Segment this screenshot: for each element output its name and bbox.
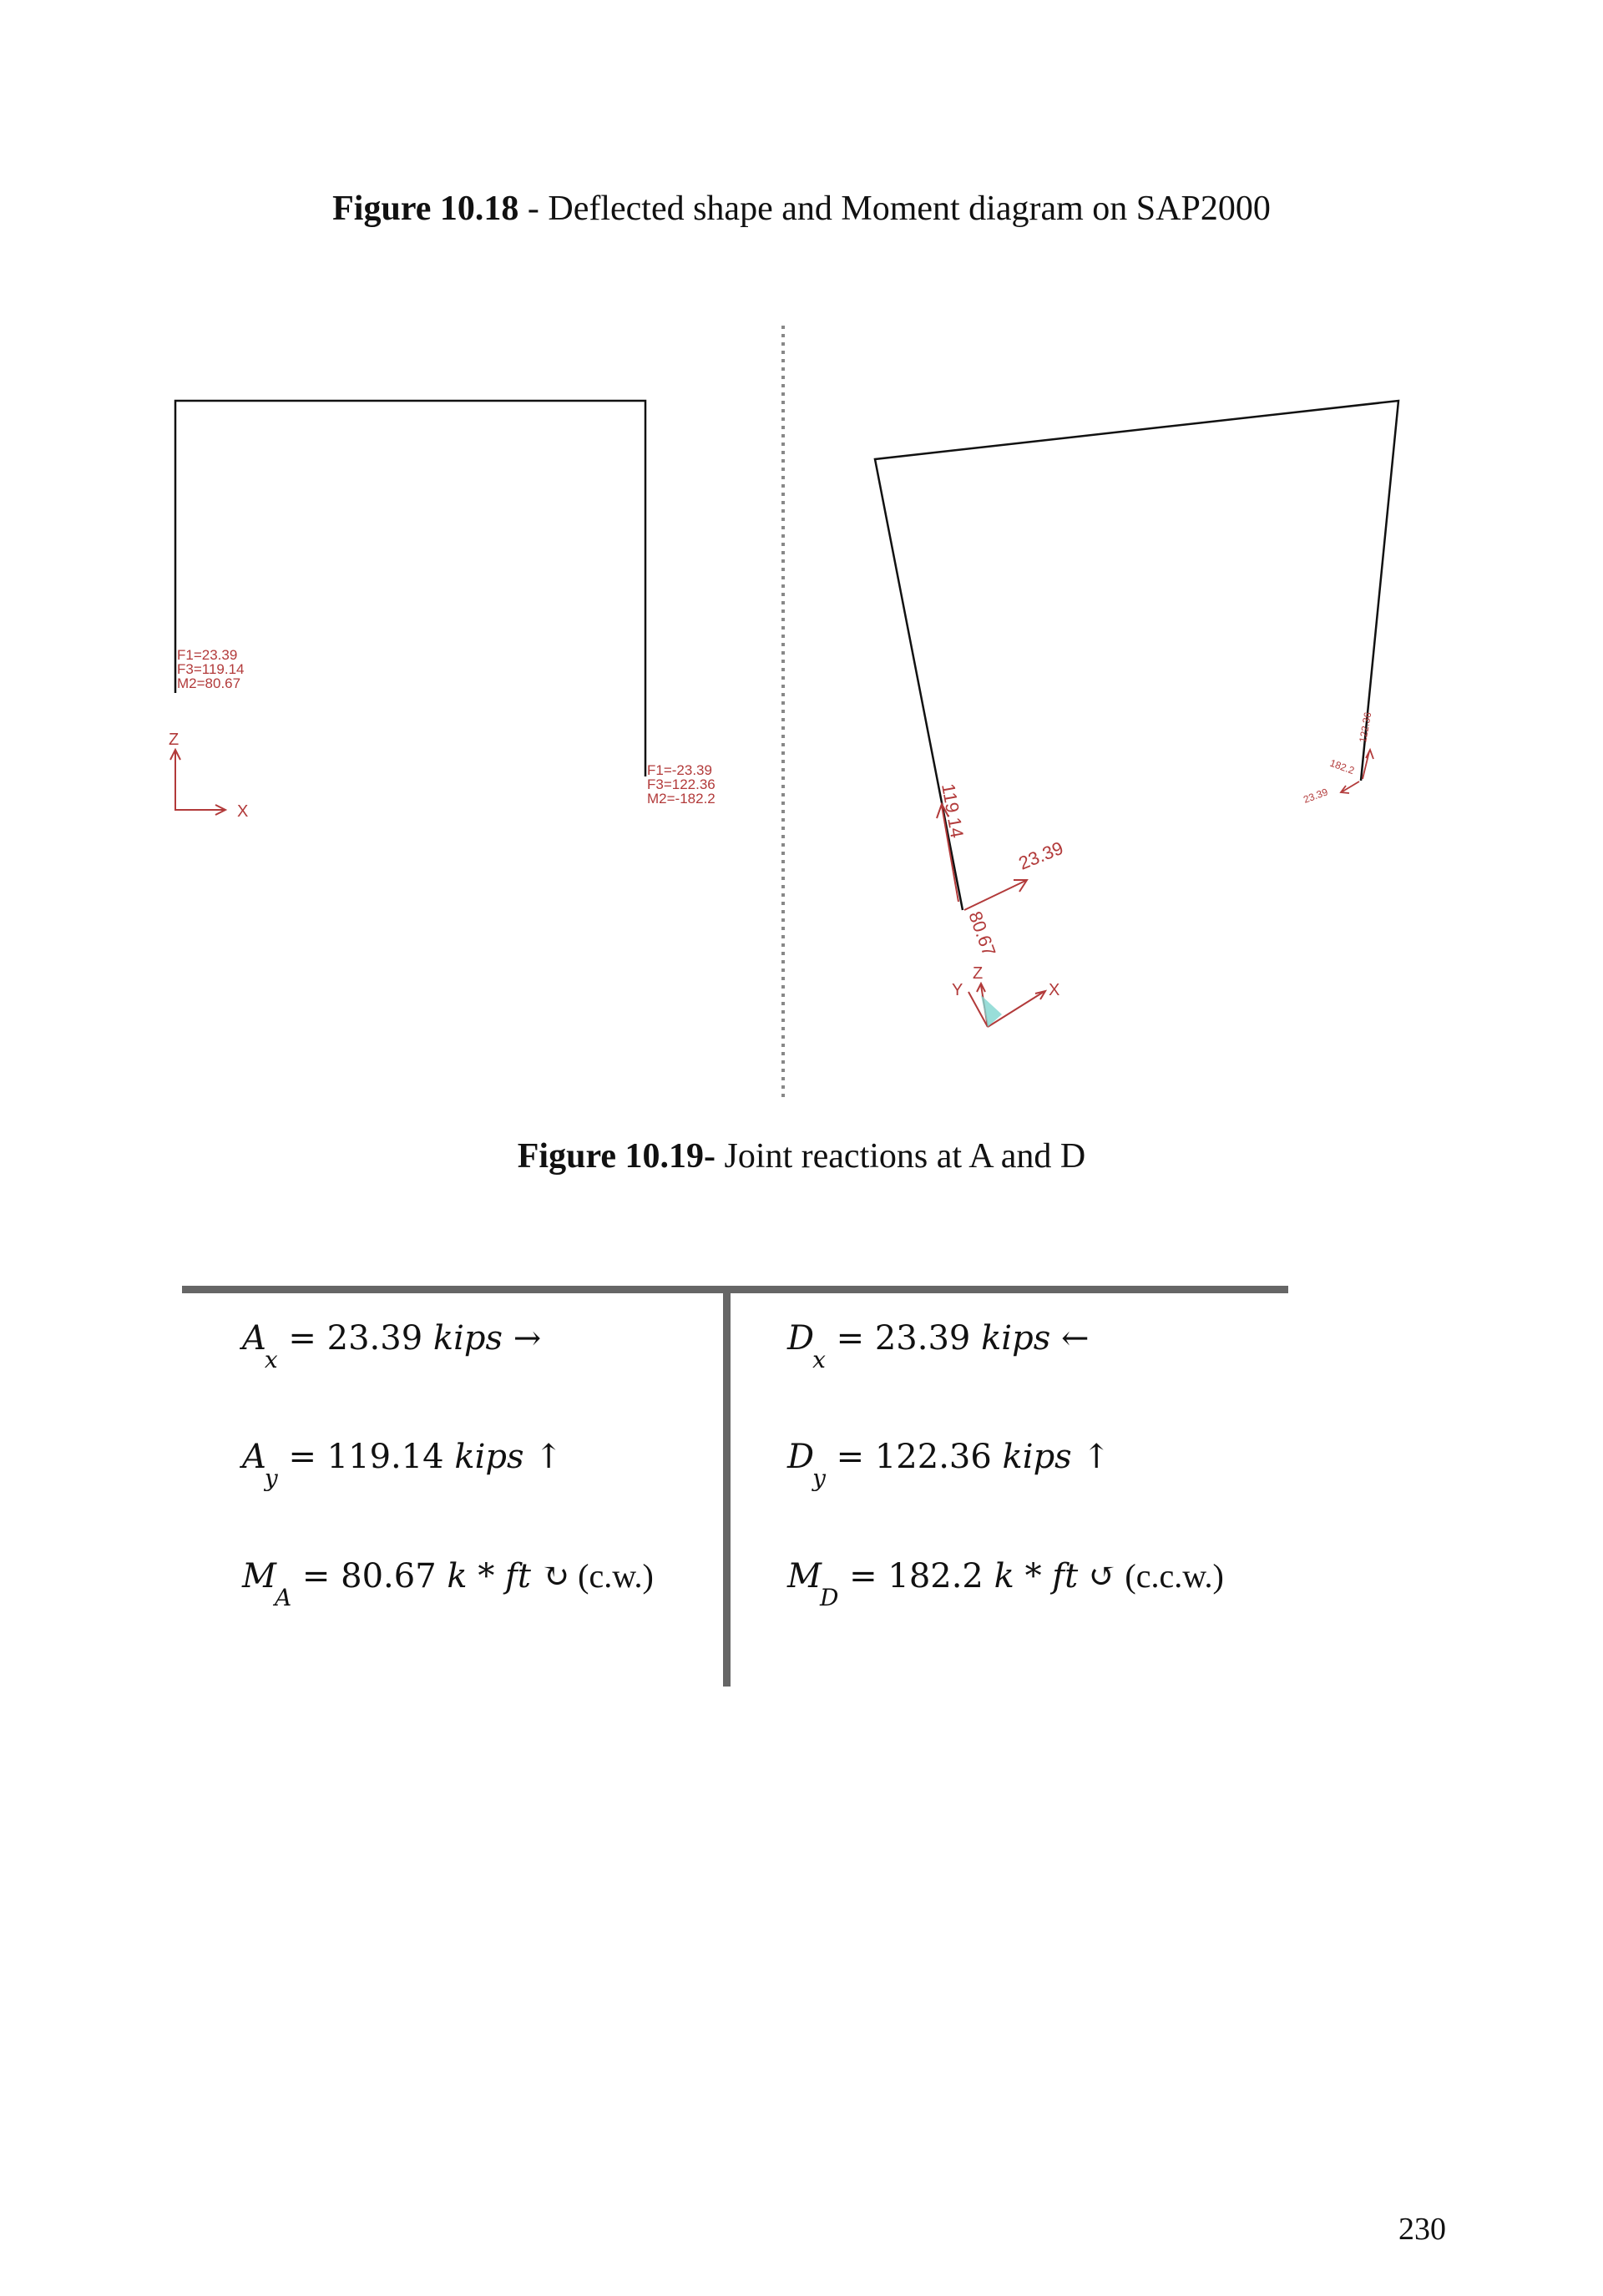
right-axis-z: Z <box>973 964 984 983</box>
a-horizontal-arrow <box>964 880 1027 910</box>
table-center-rule <box>723 1286 731 1687</box>
right-deflected-diagram <box>875 401 1398 1027</box>
figure-19-caption <box>0 1135 1603 1177</box>
reaction-ay: $A_y = 119.14$ kips ↑ <box>242 1438 563 1492</box>
figure-18-text: - Deflected shape and Moment diagram on SAP2000 <box>518 190 1271 228</box>
moment-d: $M_D = 182.2$ k * ft ↺ (c.c.w.) <box>787 1557 1224 1611</box>
support-d-m2: M2=-182.2 <box>647 791 716 807</box>
moment-a: $M_A = 80.67$ k * ft ↻ (c.w.) <box>242 1557 654 1611</box>
left-frame-diagram <box>169 401 716 821</box>
left-axis-x: X <box>237 802 249 821</box>
left-axis-z: Z <box>169 731 180 749</box>
reaction-ax: $A_x = 23.39$ kips → <box>242 1319 542 1373</box>
support-a-m2: M2=80.67 <box>177 675 241 691</box>
support-d-f1: F1=-23.39 <box>647 762 712 778</box>
table-top-rule <box>182 1286 1288 1293</box>
support-a-f3: F3=119.14 <box>177 661 245 677</box>
support-a-f1: F1=23.39 <box>177 647 238 663</box>
a-vertical-label: 119.14 <box>938 781 968 840</box>
figures-svg <box>0 317 1603 1119</box>
reaction-dy: $D_y = 122.36$ kips ↑ <box>787 1438 1110 1492</box>
right-axes-icon <box>968 984 1045 1027</box>
a-horizontal-label: 23.39 <box>1015 837 1066 874</box>
left-axes-icon <box>170 750 225 815</box>
figure-19-text: Joint reactions at A and D <box>715 1137 1086 1176</box>
right-axis-x: X <box>1049 981 1060 999</box>
support-d-f3: F3=122.36 <box>647 776 716 792</box>
d-horizontal-label: 23.39 <box>1302 786 1330 806</box>
d-moment-label: 182.2 <box>1327 756 1356 777</box>
left-frame <box>175 401 645 776</box>
reactions-table <box>182 1286 1288 1687</box>
figure-18-label: Figure 10.18 <box>332 190 519 228</box>
figure-19-label: Figure 10.19- <box>517 1137 716 1176</box>
figure-18-caption <box>0 188 1603 230</box>
right-axis-y: Y <box>952 981 963 999</box>
a-moment-label: 80.67 <box>964 908 1000 959</box>
reaction-dx: $D_x = 23.39$ kips ← <box>787 1319 1090 1373</box>
page-number: 230 <box>1398 2212 1446 2247</box>
d-vertical-label: 122.36 <box>1357 711 1374 744</box>
